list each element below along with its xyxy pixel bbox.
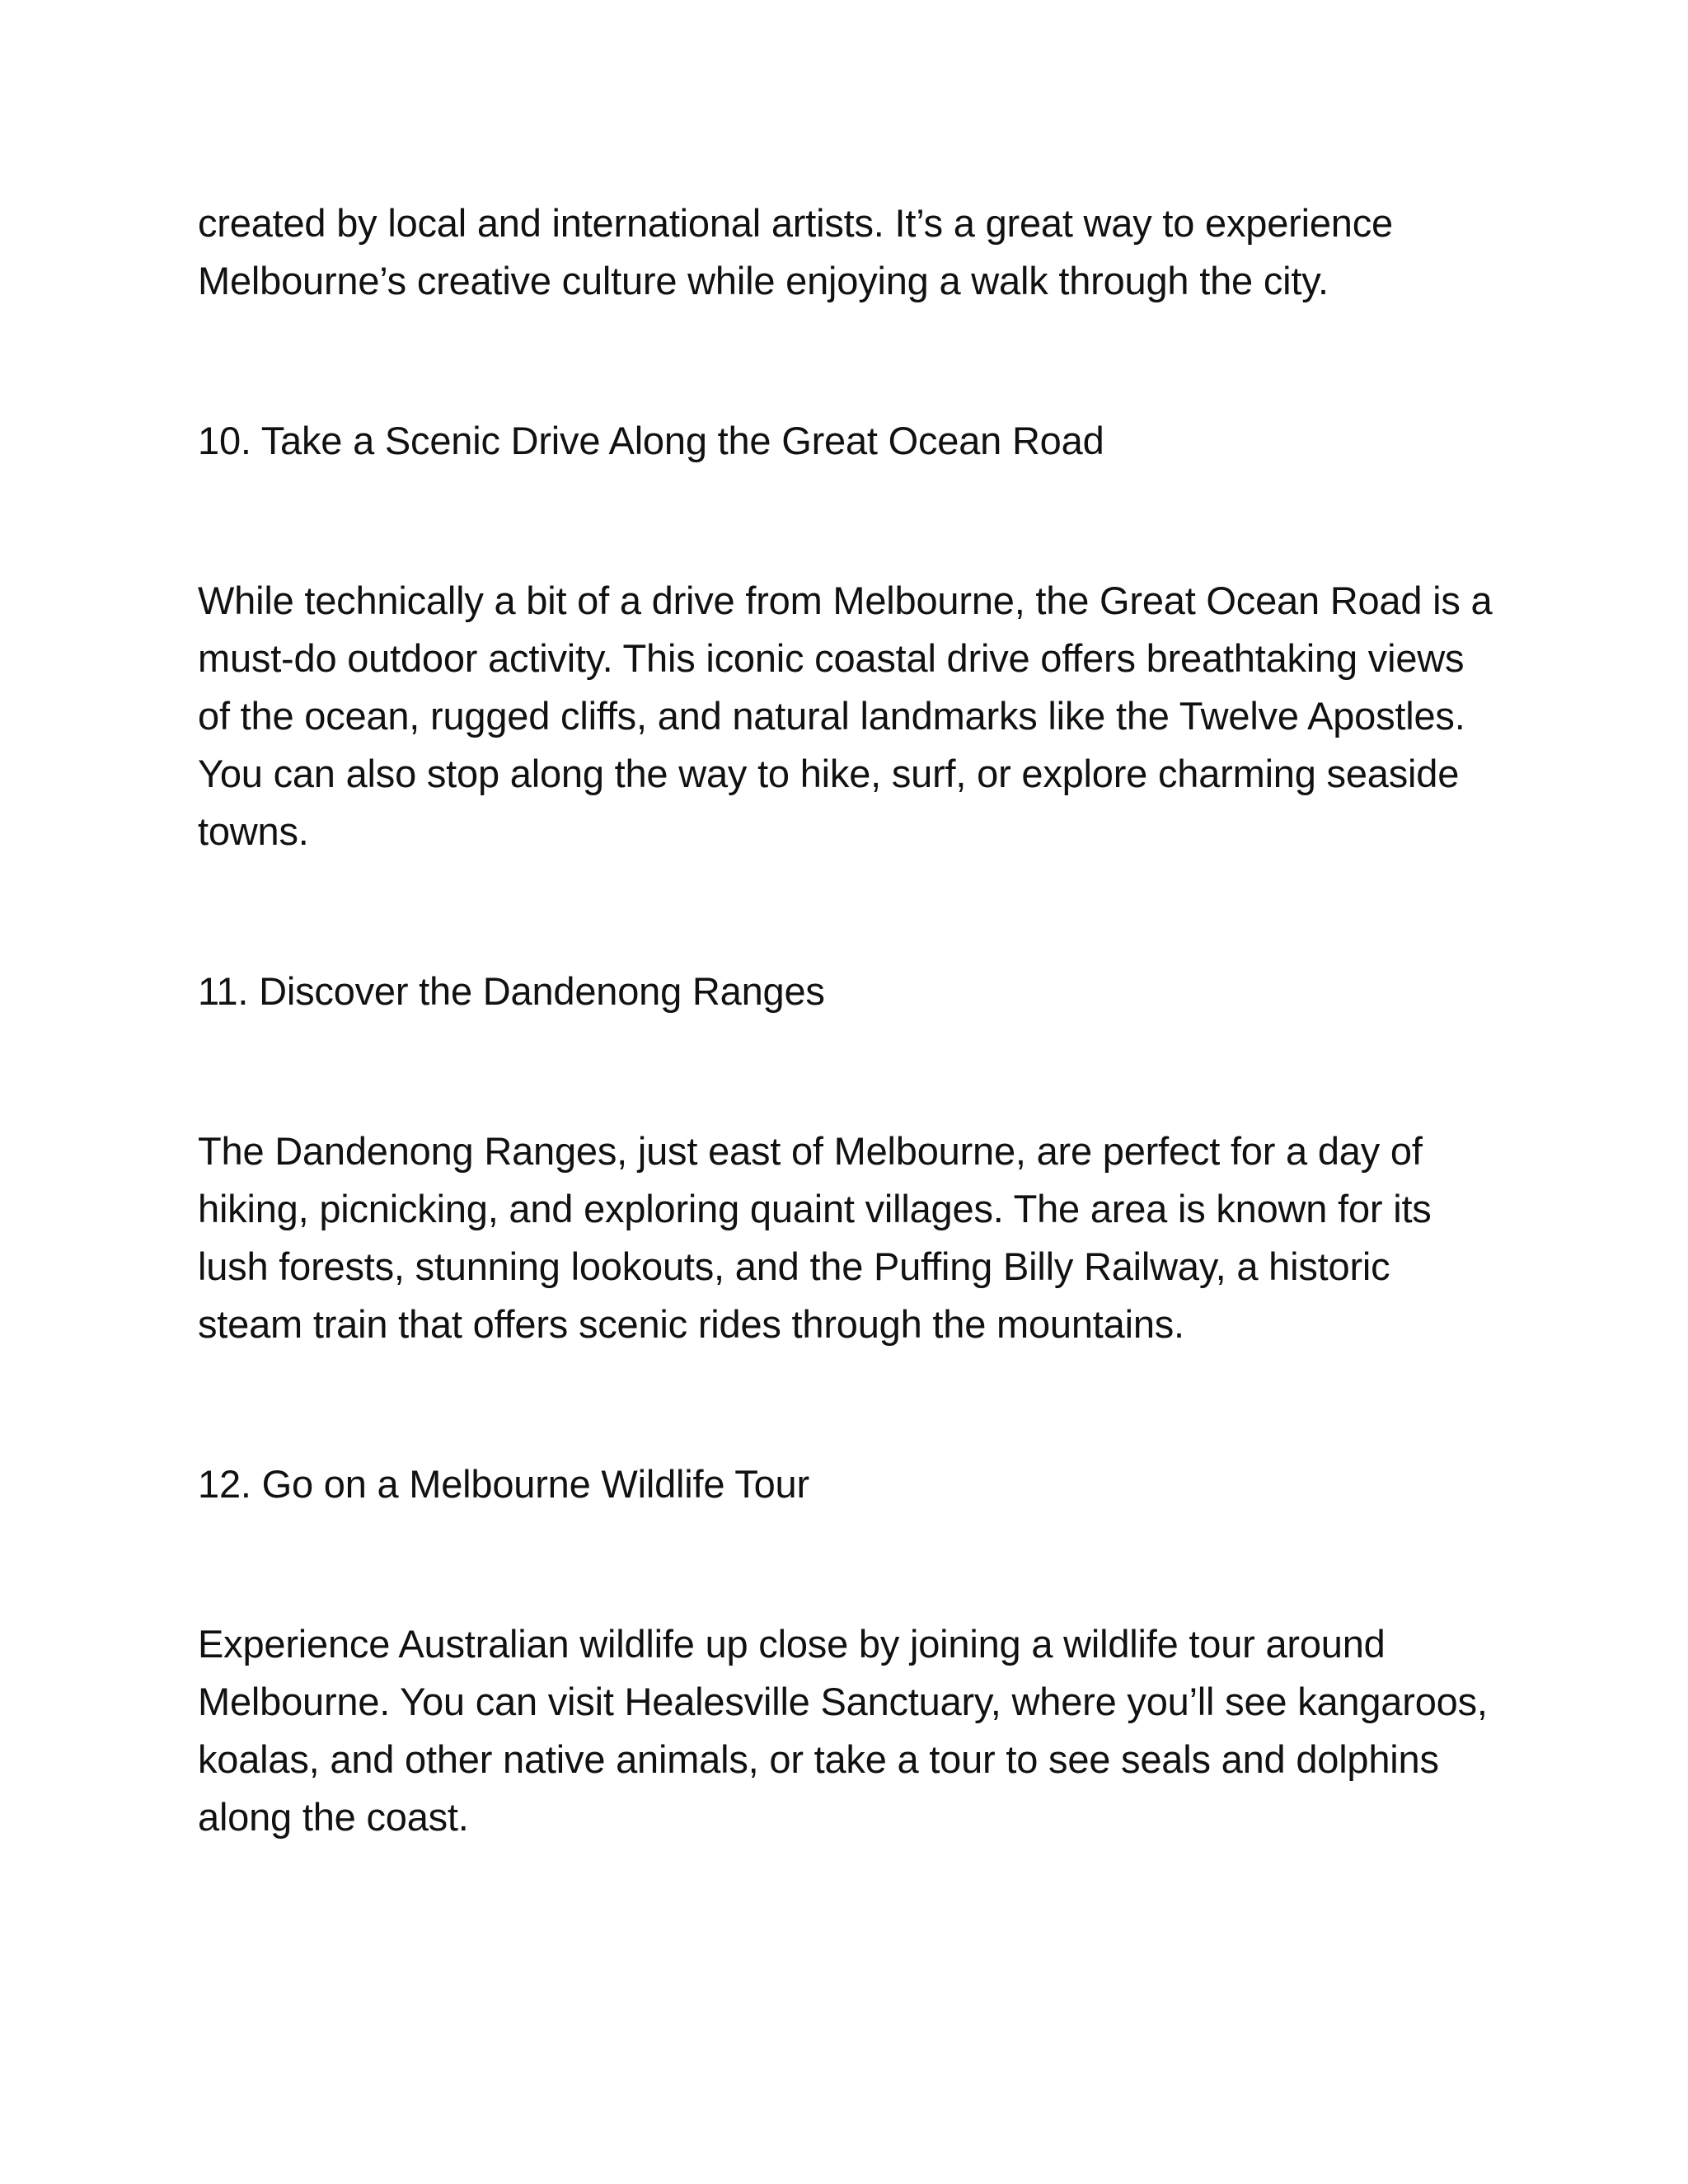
document-body: [198, 194, 1500, 1846]
section-heading-dandenong-ranges: 11. Discover the Dandenong Ranges: [198, 969, 825, 1013]
paragraph-street-art-continuation: created by local and international artists. It’s a great way to experience Melbourne’s creative culture while enjoying a walk through the city.: [198, 201, 1393, 302]
section-heading-wildlife-tour: 12. Go on a Melbourne Wildlife Tour: [198, 1462, 809, 1506]
paragraph-dandenong-ranges: The Dandenong Ranges, just east of Melbourne, are perfect for a day of hiking, picnicking, and exploring quaint villages. The area is known for its lush forests, stunning lookouts, and the Puffing Billy Railway, a historic steam train that offers scenic rides through the mountains.: [198, 1129, 1432, 1346]
paragraph-spacer: [198, 860, 1500, 963]
paragraph-spacer: [198, 310, 1500, 412]
paragraph-great-ocean-road: While technically a bit of a drive from Melbourne, the Great Ocean Road is a must-do outdoor activity. This iconic coastal drive offers breathtaking views of the ocean, rugged cliffs, and natural landmarks like the Twelve Apostles. You can also stop along the way to hike, surf, or explore charming seaside towns.: [198, 579, 1493, 853]
paragraph-spacer: [198, 1513, 1500, 1615]
paragraph-spacer: [198, 470, 1500, 572]
paragraph-spacer: [198, 1353, 1500, 1455]
paragraph-spacer: [198, 1020, 1500, 1122]
paragraph-wildlife-tour: Experience Australian wildlife up close by joining a wildlife tour around Melbourne. You can visit Healesville Sanctuary, where you’ll see kangaroos, koalas, and other native animals, or take a tour to see seals and dolphins along the coast.: [198, 1622, 1488, 1839]
section-heading-great-ocean-road: 10. Take a Scenic Drive Along the Great Ocean Road: [198, 419, 1104, 462]
